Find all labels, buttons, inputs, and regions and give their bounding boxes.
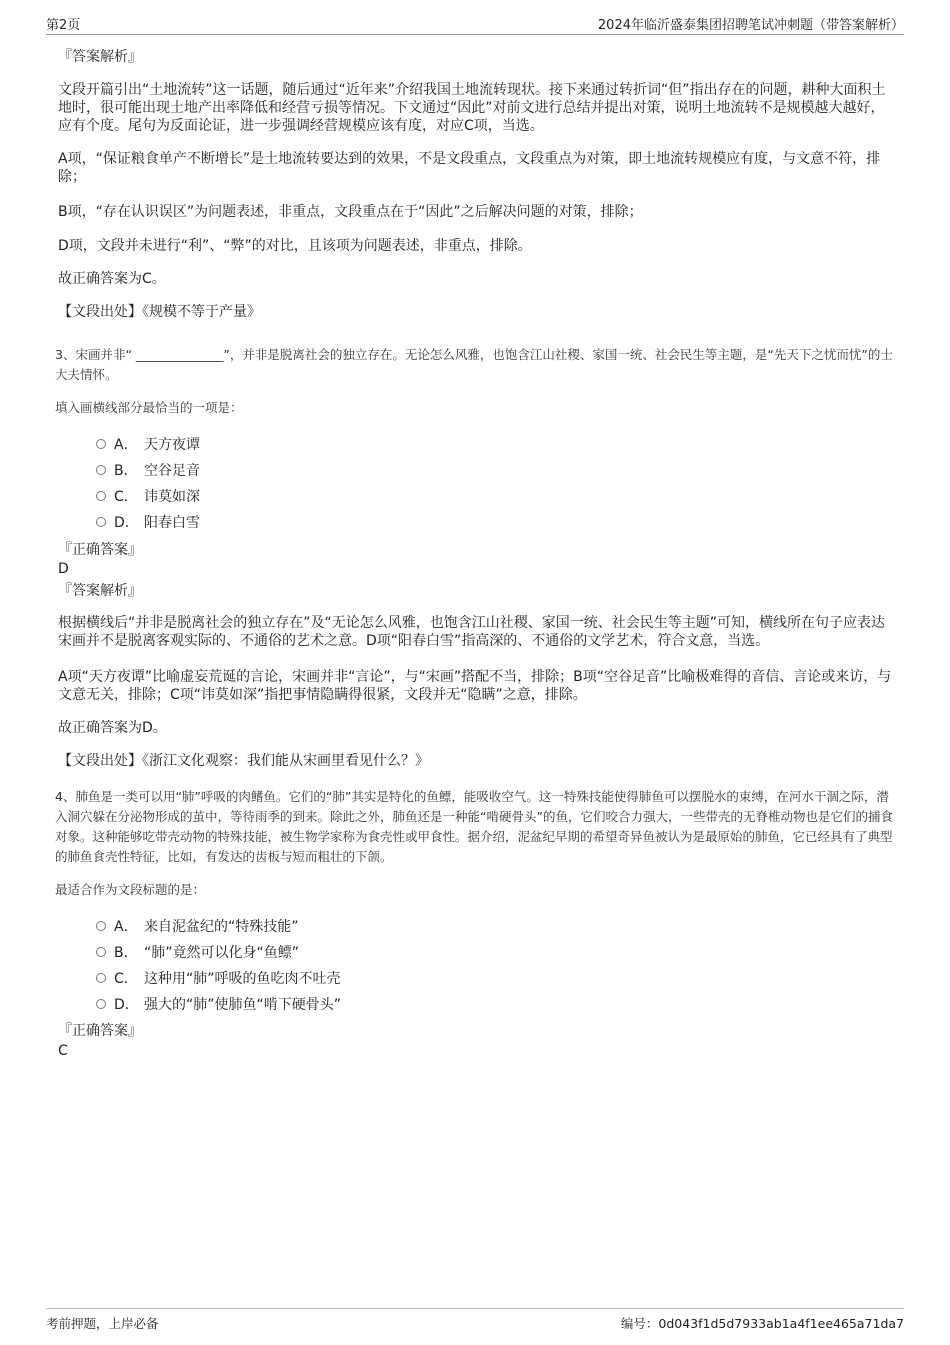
q3-prompt: 填入画横线部分最恰当的一项是： <box>55 400 243 415</box>
q3-option-a[interactable]: A． 天方夜谭 <box>96 436 200 454</box>
radio-icon[interactable] <box>96 517 106 527</box>
q4-answer: C <box>58 1043 68 1059</box>
q3-conclusion: 故正确答案为D。 <box>58 720 167 736</box>
page-header <box>46 12 904 35</box>
q3-analysis-paragraph-1: 根据横线后“并非是脱离社会的独立存在”及“无论怎么风雅，也饱含江山社稷、家国一统、社会民生等主题”可知，横线所在句子应表达宋画并不是脱离客观实际的、不通俗的艺术之意。D项“阳春白雪”指高深的、不通俗的文学艺术，符合文意，当选。 <box>58 615 886 649</box>
q3-source: 【文段出处】《浙江文化观察：我们能从宋画里看见什么？》 <box>58 753 429 769</box>
radio-icon[interactable] <box>96 947 106 957</box>
q4-option-c[interactable]: C． 这种用“肺”呼吸的鱼吃肉不吐壳 <box>96 970 341 988</box>
radio-icon[interactable] <box>96 973 106 983</box>
q4-answer-heading: 『正确答案』 <box>58 1023 142 1039</box>
radio-icon[interactable] <box>96 491 106 501</box>
q4-option-d[interactable]: D． 强大的“肺”使肺鱼“啃下硬骨头” <box>96 996 341 1014</box>
q2-analysis-paragraph-3: B项，“存在认识误区”为问题表述，非重点，文段重点在于“因此”之后解决问题的对策，排除； <box>58 204 643 220</box>
q3-option-b[interactable]: B． 空谷足音 <box>96 462 200 480</box>
q3-stem: 3、宋画并非“ ______________”，并非是脱离社会的独立存在。无论怎么风雅，也饱含江山社稷、家国一统、社会民生等主题，是“先天下之忧而忧”的士大夫情怀。 <box>55 347 893 382</box>
radio-icon[interactable] <box>96 465 106 475</box>
document-title: 2024年临沂盛泰集团招聘笔试冲刺题（带答案解析） <box>597 18 904 33</box>
q2-conclusion: 故正确答案为C。 <box>58 271 166 287</box>
footer-code: 编号：0d043f1d5d7933ab1a4f1ee465a71da7 <box>620 1316 904 1331</box>
q2-source: 【文段出处】《规模不等于产量》 <box>58 304 261 320</box>
footer-slogan: 考前押题，上岸必备 <box>46 1316 159 1331</box>
radio-icon[interactable] <box>96 999 106 1009</box>
q2-analysis-paragraph-4: D项，文段并未进行“利”、“弊”的对比，且该项为问题表述，非重点，排除。 <box>58 238 532 254</box>
page-footer <box>46 1308 904 1331</box>
q3-option-c[interactable]: C． 讳莫如深 <box>96 488 200 506</box>
q4-option-a[interactable]: A． 来自泥盆纪的“特殊技能” <box>96 918 299 936</box>
q2-analysis-paragraph-1: 文段开篇引出“土地流转”这一话题，随后通过“近年来”介绍我国土地流转现状。接下来通过转折词“但”指出存在的问题，耕种大面积土地时，很可能出现土地产出率降低和经营亏损等情况。下文通过“因此”对前文进行总结并提出对策，说明土地流转不是规模越大越好，应有个度。尾句为反面论证，进一步强调经营规模应该有度，对应C项，当选。 <box>58 82 886 134</box>
q3-option-d[interactable]: D． 阳春白雪 <box>96 514 200 532</box>
q3-analysis-heading: 『答案解析』 <box>58 583 142 599</box>
radio-icon[interactable] <box>96 921 106 931</box>
q3-answer-heading: 『正确答案』 <box>58 542 142 558</box>
radio-icon[interactable] <box>96 439 106 449</box>
q3-analysis-paragraph-2: A项“天方夜谭”比喻虚妄荒诞的言论，宋画并非“言论”，与“宋画”搭配不当，排除；B项“空谷足音”比喻极难得的音信、言论或来访，与文意无关，排除；C项“讳莫如深”指把事情隐瞒得很紧，文段并无“隐瞒”之意，排除。 <box>58 669 892 703</box>
q2-analysis-heading: 『答案解析』 <box>58 49 142 65</box>
q2-analysis-paragraph-2: A项，“保证粮食单产不断增长”是土地流转要达到的效果，不是文段重点，文段重点为对策，即土地流转规模应有度，与文意不符，排除； <box>58 151 881 185</box>
q4-option-b[interactable]: B． “肺”竟然可以化身“鱼鳔” <box>96 944 299 962</box>
q3-answer: D <box>58 561 69 577</box>
q4-stem: 4、肺鱼是一类可以用“肺”呼吸的肉鳍鱼。它们的“肺”其实是特化的鱼鳔，能吸收空气。这一特殊技能使得肺鱼可以摆脱水的束缚，在河水干涸之际，潜入洞穴躲在分泌物形成的茧中，等待雨季的到来。除此之外，肺鱼还是一种能“啃硬骨头”的鱼，它们咬合力强大，一些带壳的无脊椎动物也是它们的捕食对象。这种能够吃带壳动物的特殊技能，被生物学家称为食壳性或甲食性。据介绍，泥盆纪早期的希望奇异鱼被认为是最原始的肺鱼，它已经具有了典型的肺鱼食壳性特征，比如，有发达的齿板与短而粗壮的下颌。 <box>55 789 893 864</box>
page-number: 第2页 <box>46 18 81 33</box>
q4-prompt: 最适合作为文段标题的是： <box>55 882 206 897</box>
